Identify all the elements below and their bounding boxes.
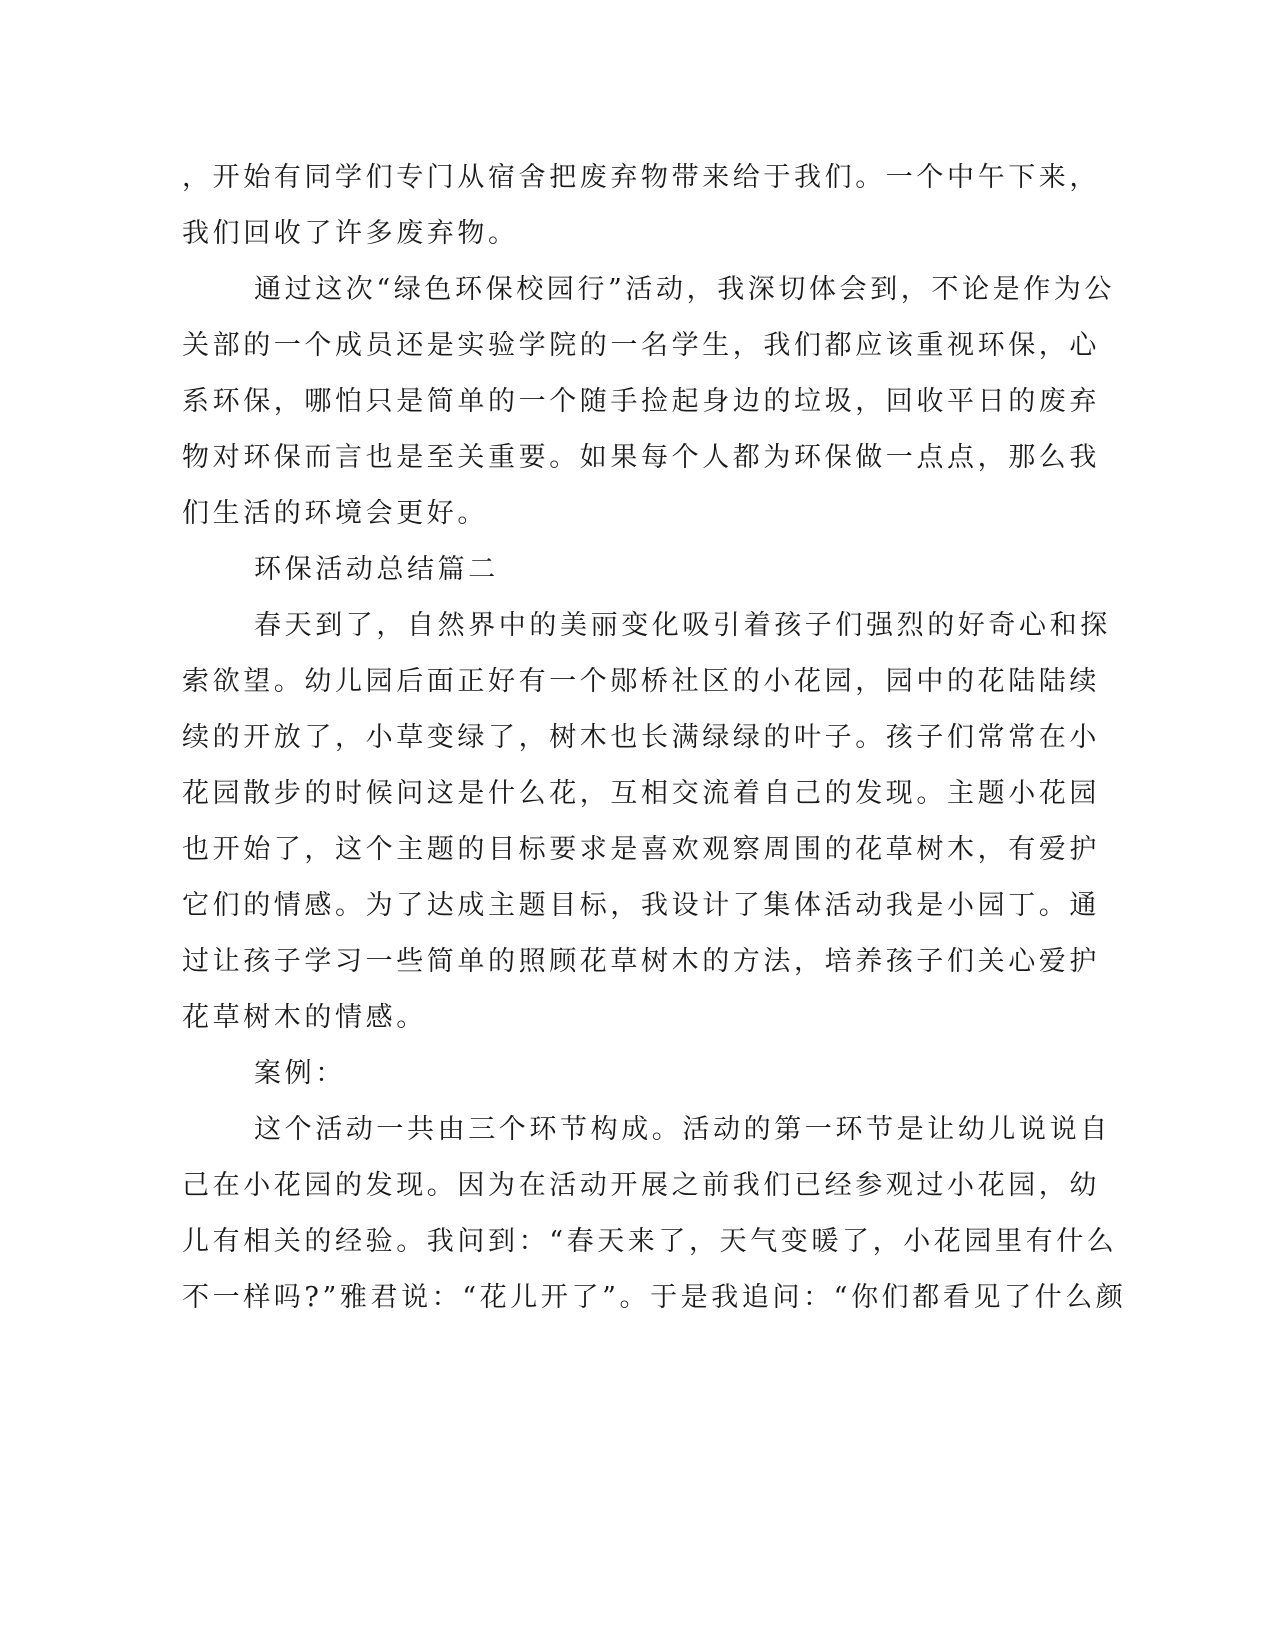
text-line: 春天到了，自然界中的美丽变化吸引着孩子们强烈的好奇心和探: [254, 610, 1111, 641]
text-line: 我们回收了许多废弃物。: [182, 218, 519, 249]
text-line: 己在小花园的发现。因为在活动开展之前我们已经参观过小花园，幼: [182, 1170, 1100, 1201]
text-line: ，开始有同学们专门从宿舍把废弃物带来给于我们。一个中午下来，: [182, 162, 1100, 193]
text-line: 花草树木的情感。: [182, 1002, 427, 1033]
text-line: 不一样吗?”雅君说：“花儿开了”。于是我追问：“你们都看见了什么颜: [182, 1282, 1127, 1313]
text-line: 关部的一个成员还是实验学院的一名学生，我们都应该重视环保，心: [182, 330, 1100, 361]
text-line: 也开始了，这个主题的目标要求是喜欢观察周围的花草树木，有爱护: [182, 834, 1100, 865]
text-line: 们生活的环境会更好。: [182, 498, 488, 529]
body-text: [182, 150, 1127, 1326]
text-line: 系环保，哪怕只是简单的一个随手捡起身边的垃圾，回收平日的废弃: [182, 386, 1100, 417]
text-line: 过让孩子学习一些简单的照顾花草树木的方法，培养孩子们关心爱护: [182, 946, 1100, 977]
text-line: 索欲望。幼儿园后面正好有一个郧桥社区的小花园，园中的花陆陆续: [182, 666, 1100, 697]
section-heading: 环保活动总结篇二: [254, 554, 499, 585]
text-line: 物对环保而言也是至关重要。如果每个人都为环保做一点点，那么我: [182, 442, 1100, 473]
text-line: 儿有相关的经验。我问到：“春天来了，天气变暖了，小花园里有什么: [182, 1226, 1118, 1257]
text-line: 通过这次“绿色环保校园行”活动，我深切体会到，不论是作为公: [254, 274, 1116, 305]
text-line: 这个活动一共由三个环节构成。活动的第一环节是让幼儿说说自: [254, 1114, 1111, 1145]
text-line: 它们的情感。为了达成主题目标，我设计了集体活动我是小园丁。通: [182, 890, 1100, 921]
text-line: 花园散步的时候问这是什么花，互相交流着自己的发现。主题小花园: [182, 778, 1100, 809]
text-line: 续的开放了，小草变绿了，树木也长满绿绿的叶子。孩子们常常在小: [182, 722, 1100, 753]
case-label: 案例：: [254, 1058, 346, 1089]
